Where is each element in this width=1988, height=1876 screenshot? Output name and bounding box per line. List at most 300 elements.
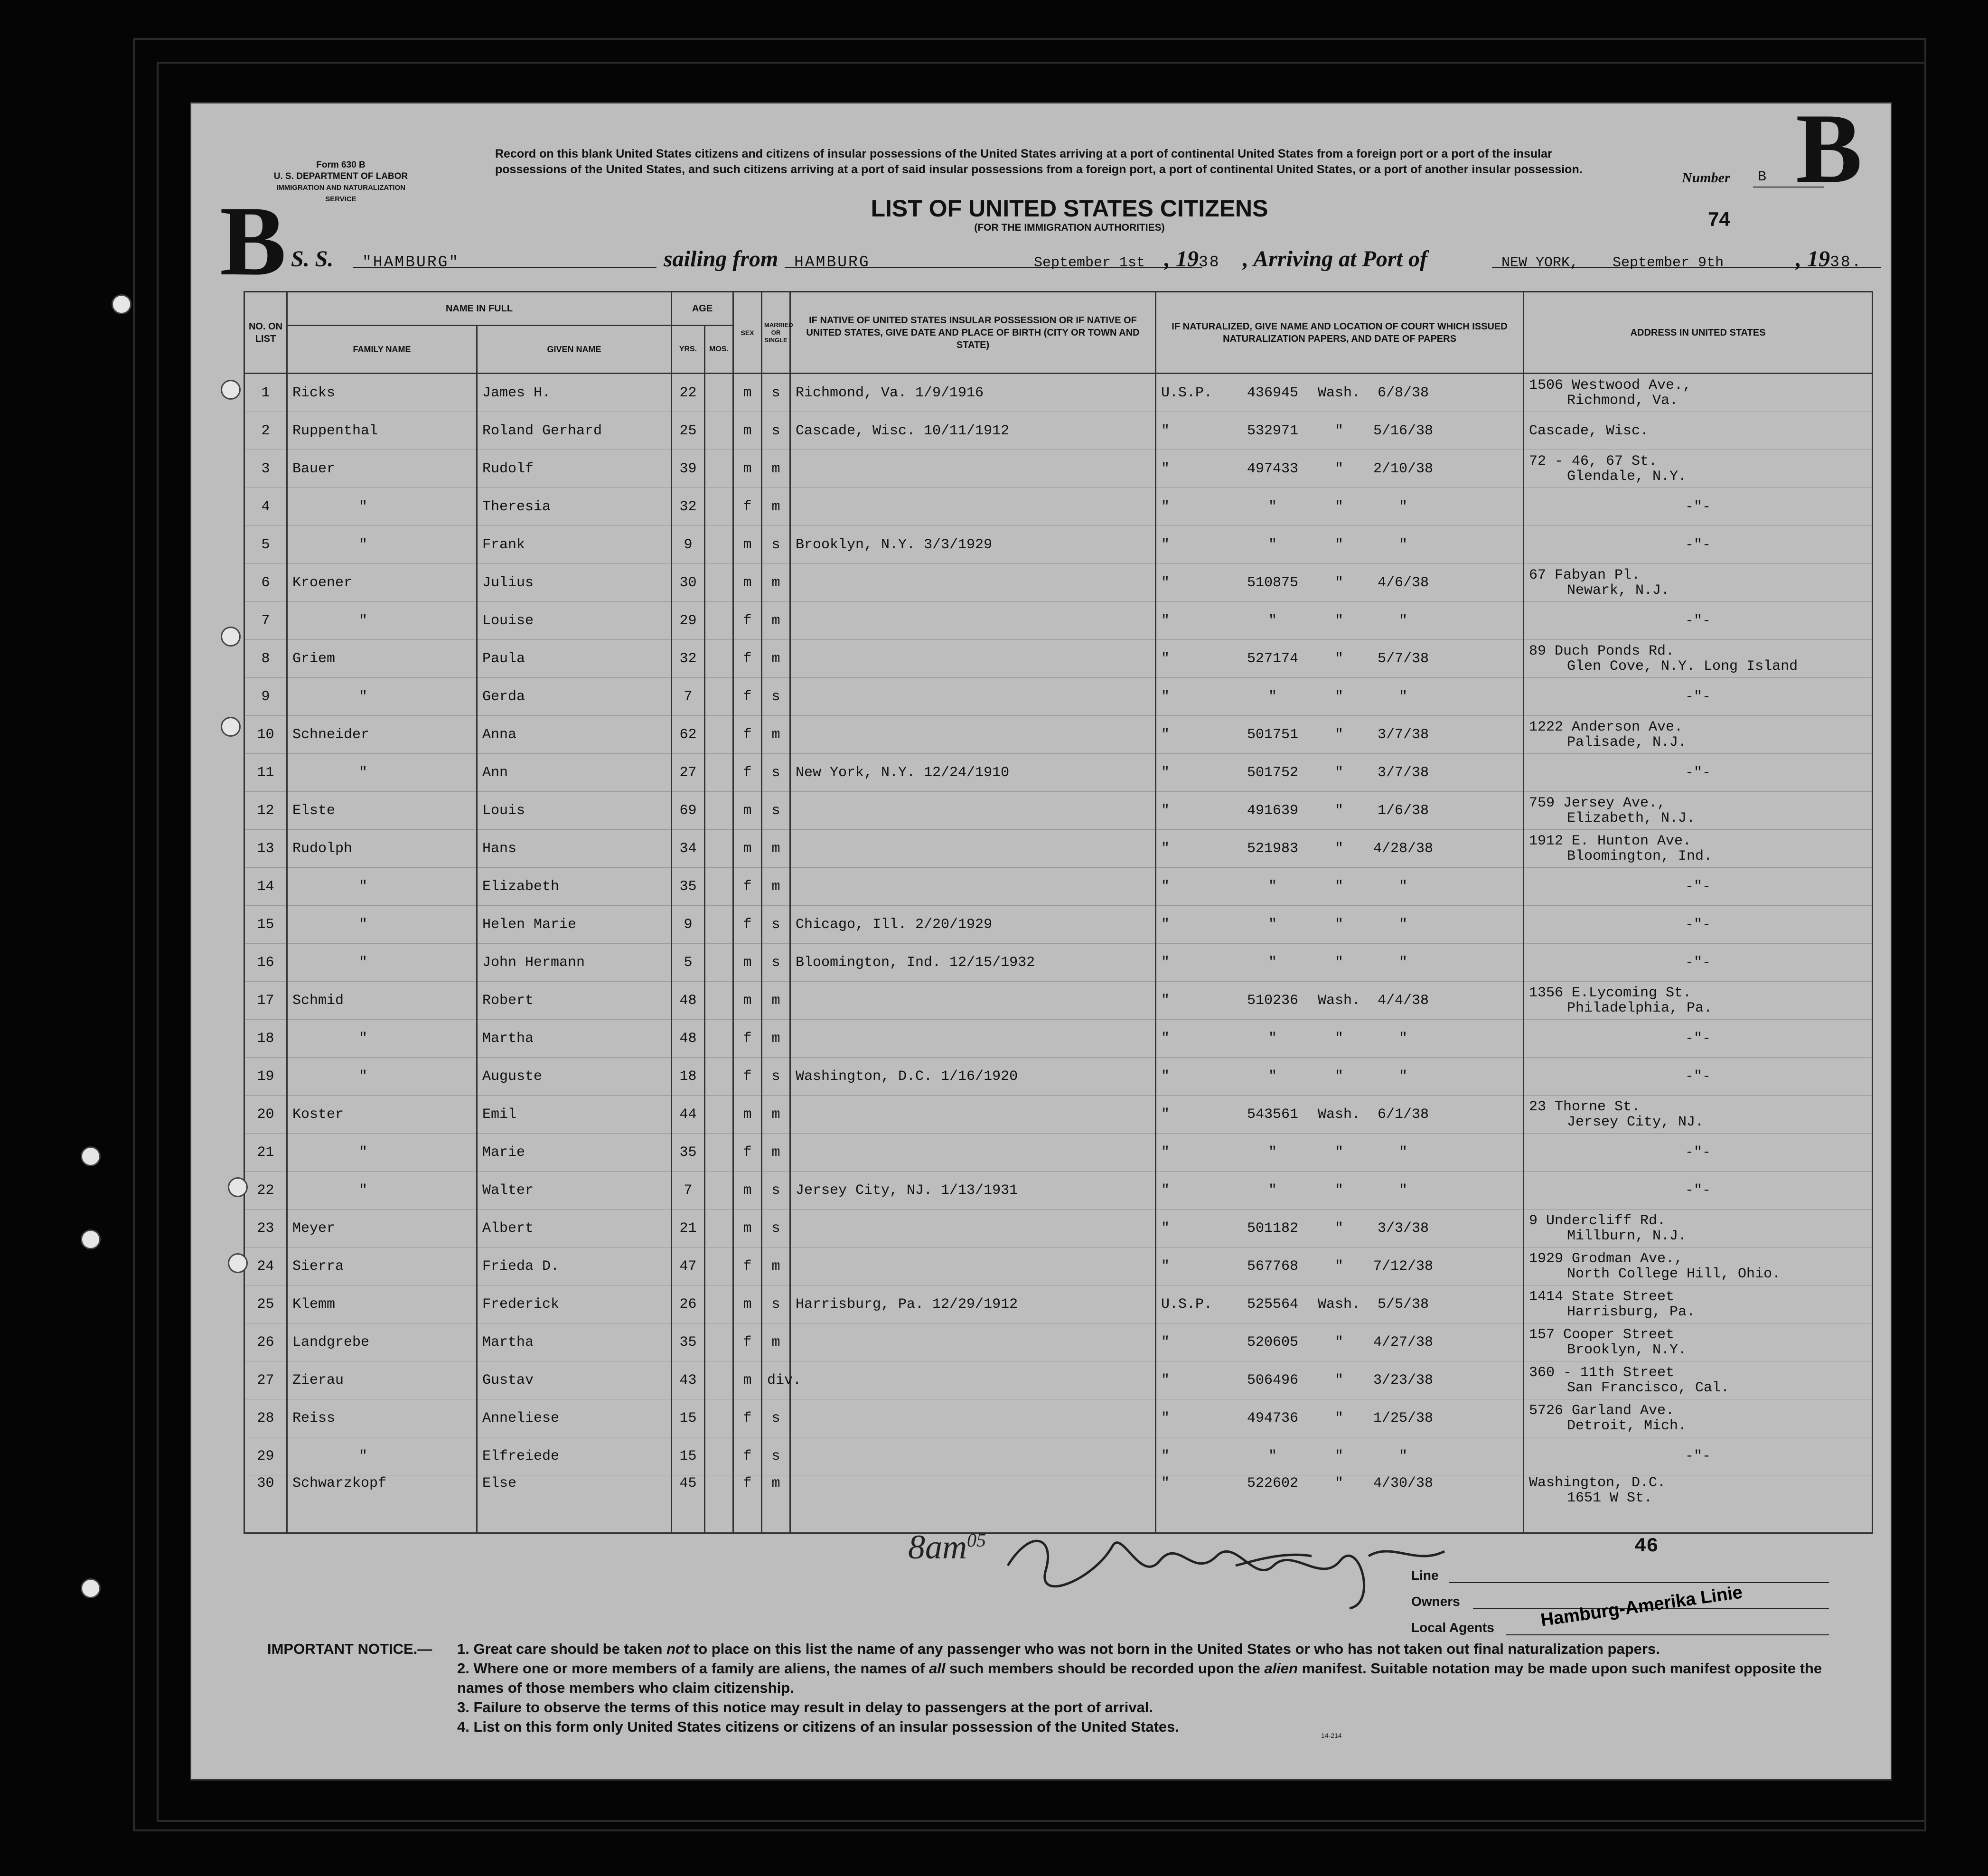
naturalization-date: " (1398, 916, 1407, 933)
age-months (705, 1096, 733, 1134)
given-name: Albert (477, 1210, 672, 1248)
col-mos: MOS. (705, 326, 733, 374)
row-number: 6 (244, 564, 287, 602)
naturalization-info (1156, 1058, 1524, 1096)
naturalization-no: 522602 (1247, 1475, 1299, 1491)
naturalization-court: " (1161, 1410, 1170, 1426)
sex: f (733, 488, 762, 526)
age-months (705, 1058, 733, 1096)
naturalization-date: " (1398, 954, 1407, 971)
age-years: 44 (672, 1096, 705, 1134)
naturalization-court: " (1161, 460, 1170, 477)
naturalization-loc: " (1334, 498, 1343, 515)
year-1: , 1938 (1164, 246, 1220, 272)
row-number: 29 (244, 1437, 287, 1475)
passenger-count: 46 (1634, 1535, 1659, 1557)
naturalization-court: " (1161, 650, 1170, 667)
col-yrs: YRS. (672, 326, 705, 374)
age-years: 25 (672, 412, 705, 450)
age-years: 9 (672, 906, 705, 944)
table-row (244, 1020, 1873, 1058)
naturalization-loc: Wash. (1317, 992, 1360, 1009)
address (1524, 1134, 1873, 1172)
naturalization-loc: " (1334, 1372, 1343, 1388)
letter-right: B (1796, 94, 1863, 204)
naturalization-court: " (1161, 688, 1170, 705)
birth-info (790, 1437, 1156, 1475)
birth-info: Cascade, Wisc. 10/11/1912 (790, 412, 1156, 450)
table-row (244, 1172, 1873, 1210)
sex: m (733, 1210, 762, 1248)
row-number: 18 (244, 1020, 287, 1058)
row-number: 26 (244, 1323, 287, 1361)
table-row (244, 1399, 1873, 1437)
print-code: 14-214 (1321, 1732, 1342, 1739)
row-number: 8 (244, 640, 287, 678)
address-line-1: 89 Duch Ponds Rd. (1529, 643, 1675, 659)
birth-info (790, 830, 1156, 868)
row-number: 23 (244, 1210, 287, 1248)
family-name: " (287, 1172, 477, 1210)
naturalization-loc: " (1334, 1448, 1343, 1464)
birth-info (790, 640, 1156, 678)
address (1524, 640, 1873, 678)
age-years: 48 (672, 1020, 705, 1058)
age-months (705, 754, 733, 792)
row-number: 21 (244, 1134, 287, 1172)
row-number: 16 (244, 944, 287, 982)
family-name: Meyer (287, 1210, 477, 1248)
given-name: Auguste (477, 1058, 672, 1096)
age-months (705, 564, 733, 602)
naturalization-date: 3/23/38 (1373, 1372, 1434, 1388)
address-line-1: Cascade, Wisc. (1529, 422, 1649, 439)
marital-status: m (762, 1020, 790, 1058)
naturalization-loc: " (1334, 840, 1343, 857)
age-months (705, 792, 733, 830)
marital-status: m (762, 1323, 790, 1361)
table-row (244, 564, 1873, 602)
sailing-date: September 1st (1034, 255, 1145, 271)
age-months (705, 1210, 733, 1248)
naturalization-loc: " (1334, 612, 1343, 629)
naturalization-date: " (1398, 1182, 1407, 1199)
row-number: 19 (244, 1058, 287, 1096)
age-years: 39 (672, 450, 705, 488)
row-number: 15 (244, 906, 287, 944)
punch-hole (221, 717, 241, 737)
row-number: 4 (244, 488, 287, 526)
birth-info (790, 1399, 1156, 1437)
age-years: 15 (672, 1399, 705, 1437)
age-months (705, 640, 733, 678)
table-row (244, 678, 1873, 716)
naturalization-date: " (1398, 1144, 1407, 1161)
naturalization-no: 532971 (1247, 422, 1299, 439)
passenger-table (244, 291, 1873, 1534)
age-months (705, 906, 733, 944)
age-years: 29 (672, 602, 705, 640)
given-name: John Hermann (477, 944, 672, 982)
naturalization-info (1156, 868, 1524, 906)
family-name: " (287, 602, 477, 640)
table-row (244, 906, 1873, 944)
row-number: 13 (244, 830, 287, 868)
marital-status: m (762, 1096, 790, 1134)
naturalization-loc: " (1334, 1182, 1343, 1199)
birth-info: New York, N.Y. 12/24/1910 (790, 754, 1156, 792)
age-years: 32 (672, 640, 705, 678)
table-row (244, 526, 1873, 564)
given-name: Ann (477, 754, 672, 792)
naturalization-info (1156, 1134, 1524, 1172)
naturalization-date: 3/7/38 (1377, 764, 1429, 781)
line-stamp: Hamburg-Amerika Linie (1539, 1582, 1744, 1631)
arrival-date: September 9th (1613, 255, 1724, 271)
address-line-1: -"- (1685, 878, 1711, 895)
col-birth: IF NATIVE OF UNITED STATES INSULAR POSSESSION OR IF NATIVE OF UNITED STATES, GIVE DATE AND PLACE OF BIRTH (CITY OR TOWN AND STATE) (790, 292, 1156, 374)
naturalization-no: 527174 (1247, 650, 1299, 667)
age-months (705, 412, 733, 450)
naturalization-info (1156, 944, 1524, 982)
table-row (244, 488, 1873, 526)
given-name: Paula (477, 640, 672, 678)
given-name: Theresia (477, 488, 672, 526)
year-2: , 1938. (1796, 246, 1863, 272)
naturalization-loc: " (1334, 1410, 1343, 1426)
family-name: Elste (287, 792, 477, 830)
family-name: " (287, 1020, 477, 1058)
marital-status: s (762, 754, 790, 792)
naturalization-loc: " (1334, 422, 1343, 439)
address (1524, 1058, 1873, 1096)
family-name: Rudolph (287, 830, 477, 868)
sex: f (733, 1020, 762, 1058)
naturalization-loc: " (1334, 726, 1343, 743)
record-instructions: Record on this blank United States citizens and citizens of insular possessions of the United States arriving at a port of continental United States from a foreign port or a port of the insular possessions of the United States, and such citizens arriving at a port of said insular possessions from a foreign port, a port of continental United States, or a port of another insular possession. (495, 147, 1583, 176)
naturalization-loc: " (1334, 954, 1343, 971)
naturalization-no: 567768 (1247, 1258, 1299, 1275)
table-row (244, 640, 1873, 678)
address-line-1: 72 - 46, 67 St. (1529, 453, 1658, 469)
number-underline (1753, 187, 1824, 188)
family-name: Ruppenthal (287, 412, 477, 450)
address (1524, 906, 1873, 944)
birth-info (790, 868, 1156, 906)
naturalization-loc: " (1334, 574, 1343, 591)
naturalization-loc: " (1334, 1144, 1343, 1161)
age-months (705, 1437, 733, 1475)
naturalization-info (1156, 526, 1524, 564)
table-row (244, 792, 1873, 830)
marital-status: s (762, 678, 790, 716)
row-number: 14 (244, 868, 287, 906)
family-name: " (287, 754, 477, 792)
age-months (705, 868, 733, 906)
birth-info (790, 1323, 1156, 1361)
row-number: 27 (244, 1361, 287, 1399)
address-line-1: 23 Thorne St. (1529, 1098, 1641, 1115)
address-line-2: Palisade, N.J. (1567, 734, 1687, 750)
naturalization-info (1156, 716, 1524, 754)
punch-hole (228, 1177, 248, 1197)
naturalization-date: " (1398, 498, 1407, 515)
sex: m (733, 564, 762, 602)
naturalization-info (1156, 982, 1524, 1020)
sex: f (733, 640, 762, 678)
naturalization-date: " (1398, 1448, 1407, 1464)
birth-info (790, 716, 1156, 754)
naturalization-no: " (1268, 916, 1277, 933)
sex: f (733, 1475, 762, 1533)
naturalization-info (1156, 1437, 1524, 1475)
age-years: 18 (672, 1058, 705, 1096)
naturalization-no: 506496 (1247, 1372, 1299, 1388)
address (1524, 1285, 1873, 1323)
naturalization-date: 4/28/38 (1373, 840, 1434, 857)
family-name: Griem (287, 640, 477, 678)
table-row (244, 374, 1873, 412)
marital-status: s (762, 792, 790, 830)
age-months (705, 602, 733, 640)
naturalization-info (1156, 1096, 1524, 1134)
naturalization-info (1156, 906, 1524, 944)
sailing-date-field (1013, 246, 1278, 271)
arrival-port: NEW YORK, (1501, 255, 1579, 271)
given-name: Rudolf (477, 450, 672, 488)
sex: f (733, 1134, 762, 1172)
naturalization-date: " (1398, 1068, 1407, 1085)
given-name: Frieda D. (477, 1248, 672, 1285)
naturalization-no: 543561 (1247, 1106, 1299, 1123)
punch-hole (221, 380, 241, 400)
address-line-1: -"- (1685, 1030, 1711, 1047)
col-given-name: GIVEN NAME (477, 326, 672, 374)
birth-info: Jersey City, NJ. 1/13/1931 (790, 1172, 1156, 1210)
naturalization-date: 6/8/38 (1377, 385, 1429, 401)
sex: m (733, 1172, 762, 1210)
birth-info (790, 678, 1156, 716)
passenger-rows (244, 374, 1873, 1533)
row-number: 9 (244, 678, 287, 716)
birth-info: Richmond, Va. 1/9/1916 (790, 374, 1156, 412)
given-name: Walter (477, 1172, 672, 1210)
address-line-1: 157 Cooper Street (1529, 1326, 1675, 1343)
address-line-2: San Francisco, Cal. (1567, 1379, 1730, 1396)
table-row (244, 1058, 1873, 1096)
naturalization-no: " (1268, 688, 1277, 705)
table-row (244, 1210, 1873, 1248)
table-row (244, 412, 1873, 450)
row-number: 7 (244, 602, 287, 640)
sex: m (733, 1361, 762, 1399)
naturalization-info (1156, 1210, 1524, 1248)
row-number: 3 (244, 450, 287, 488)
age-months (705, 1285, 733, 1323)
marital-status: m (762, 716, 790, 754)
punch-hole (81, 1146, 101, 1166)
family-name: Ricks (287, 374, 477, 412)
family-name: Schneider (287, 716, 477, 754)
ship-name: "HAMBURG" (362, 253, 460, 271)
naturalization-no: 510236 (1247, 992, 1299, 1009)
marital-status: m (762, 1248, 790, 1285)
address-line-2: North College Hill, Ohio. (1567, 1266, 1781, 1282)
family-name: Landgrebe (287, 1323, 477, 1361)
row-number: 22 (244, 1172, 287, 1210)
naturalization-court: " (1161, 574, 1170, 591)
family-name: Reiss (287, 1399, 477, 1437)
naturalization-court: " (1161, 498, 1170, 515)
naturalization-loc: " (1334, 764, 1343, 781)
naturalization-info (1156, 602, 1524, 640)
naturalization-info (1156, 412, 1524, 450)
marital-status: m (762, 640, 790, 678)
naturalization-info (1156, 450, 1524, 488)
marital-status: s (762, 1399, 790, 1437)
marital-status: m (762, 1134, 790, 1172)
family-name: " (287, 944, 477, 982)
address-line-1: -"- (1685, 498, 1711, 515)
row-number: 5 (244, 526, 287, 564)
naturalization-court: " (1161, 422, 1170, 439)
naturalization-no: " (1268, 878, 1277, 895)
naturalization-info (1156, 1323, 1524, 1361)
col-name-in-full: NAME IN FULL (287, 292, 672, 326)
sex: m (733, 374, 762, 412)
marital-status: s (762, 1058, 790, 1096)
naturalization-date: " (1398, 1030, 1407, 1047)
sex: f (733, 678, 762, 716)
table-row (244, 868, 1873, 906)
page-number: 74 (1708, 208, 1730, 230)
table-row (244, 1248, 1873, 1285)
birth-info (790, 1020, 1156, 1058)
naturalization-loc: Wash. (1317, 1106, 1360, 1123)
family-name: " (287, 526, 477, 564)
naturalization-no: " (1268, 1068, 1277, 1085)
row-number: 28 (244, 1399, 287, 1437)
letter-left: B (220, 186, 287, 296)
sex: m (733, 450, 762, 488)
table-row (244, 1437, 1873, 1475)
naturalization-court: " (1161, 802, 1170, 819)
family-name: " (287, 488, 477, 526)
naturalization-no: " (1268, 536, 1277, 553)
naturalization-no: 525564 (1247, 1296, 1299, 1313)
marital-status: s (762, 374, 790, 412)
age-months (705, 944, 733, 982)
sex: f (733, 1248, 762, 1285)
marital-status: m (762, 564, 790, 602)
naturalization-loc: " (1334, 688, 1343, 705)
marital-status: s (762, 526, 790, 564)
naturalization-court: " (1161, 1068, 1170, 1085)
address (1524, 526, 1873, 564)
naturalization-date: 3/7/38 (1377, 726, 1429, 743)
agents-label: Local Agents (1411, 1620, 1494, 1635)
address (1524, 488, 1873, 526)
table-row (244, 450, 1873, 488)
given-name: Anneliese (477, 1399, 672, 1437)
address (1524, 1172, 1873, 1210)
age-years: 43 (672, 1361, 705, 1399)
birth-info (790, 1248, 1156, 1285)
page-title: LIST OF UNITED STATES CITIZENS (871, 195, 1268, 222)
address-line-1: -"- (1685, 954, 1711, 971)
table-row (244, 830, 1873, 868)
address-line-1: 5726 Garland Ave. (1529, 1402, 1675, 1419)
family-name: " (287, 868, 477, 906)
naturalization-info (1156, 564, 1524, 602)
naturalization-date: 4/4/38 (1377, 992, 1429, 1009)
naturalization-no: " (1268, 498, 1277, 515)
naturalization-loc: Wash. (1317, 385, 1360, 401)
marital-status: m (762, 830, 790, 868)
address-line-2: Millburn, N.J. (1567, 1228, 1687, 1244)
col-age: AGE (672, 292, 733, 326)
age-months (705, 1361, 733, 1399)
age-years: 47 (672, 1248, 705, 1285)
naturalization-no: 501751 (1247, 726, 1299, 743)
notice-item: 2. Where one or more members of a family are aliens, the names of all such members should be recorded upon the alien manifest. Suitable notation may be made upon such manifest opposite the names of those members who claim citizenship. (457, 1660, 1822, 1696)
birth-info (790, 1096, 1156, 1134)
naturalization-court: " (1161, 916, 1170, 933)
naturalization-info (1156, 488, 1524, 526)
birth-info (790, 488, 1156, 526)
address-line-1: Washington, D.C. (1529, 1475, 1666, 1491)
table-row (244, 1361, 1873, 1399)
page-subtitle: (FOR THE IMMIGRATION AUTHORITIES) (974, 222, 1165, 233)
sex: f (733, 906, 762, 944)
address (1524, 564, 1873, 602)
address (1524, 412, 1873, 450)
naturalization-loc: " (1334, 1068, 1343, 1085)
marital-status: div. (762, 1361, 790, 1399)
naturalization-info (1156, 792, 1524, 830)
ship-name-field (353, 246, 656, 271)
notice-item: 1. Great care should be taken not to place on this list the name of any passenger who was not born in the United States or who has not taken out final naturalization papers. (457, 1641, 1660, 1657)
row-number: 11 (244, 754, 287, 792)
age-years: 34 (672, 830, 705, 868)
address (1524, 450, 1873, 488)
birth-info (790, 792, 1156, 830)
address (1524, 1248, 1873, 1285)
naturalization-no: " (1268, 954, 1277, 971)
birth-info: Harrisburg, Pa. 12/29/1912 (790, 1285, 1156, 1323)
given-name: Else (477, 1475, 672, 1533)
given-name: Julius (477, 564, 672, 602)
naturalization-court: " (1161, 726, 1170, 743)
address-line-2: Newark, N.J. (1567, 582, 1670, 599)
address (1524, 374, 1873, 412)
address (1524, 1210, 1873, 1248)
birth-info (790, 1210, 1156, 1248)
col-sex: SEX (733, 292, 762, 374)
address-line-1: 759 Jersey Ave., (1529, 795, 1666, 811)
address (1524, 792, 1873, 830)
birth-info (790, 450, 1156, 488)
sex: f (733, 1323, 762, 1361)
given-name: Gustav (477, 1361, 672, 1399)
family-name: Klemm (287, 1285, 477, 1323)
ss-label: S. S. (291, 246, 334, 272)
age-months (705, 374, 733, 412)
age-years: 7 (672, 678, 705, 716)
sex: m (733, 982, 762, 1020)
naturalization-date: 4/30/38 (1373, 1475, 1434, 1491)
naturalization-loc: " (1334, 878, 1343, 895)
